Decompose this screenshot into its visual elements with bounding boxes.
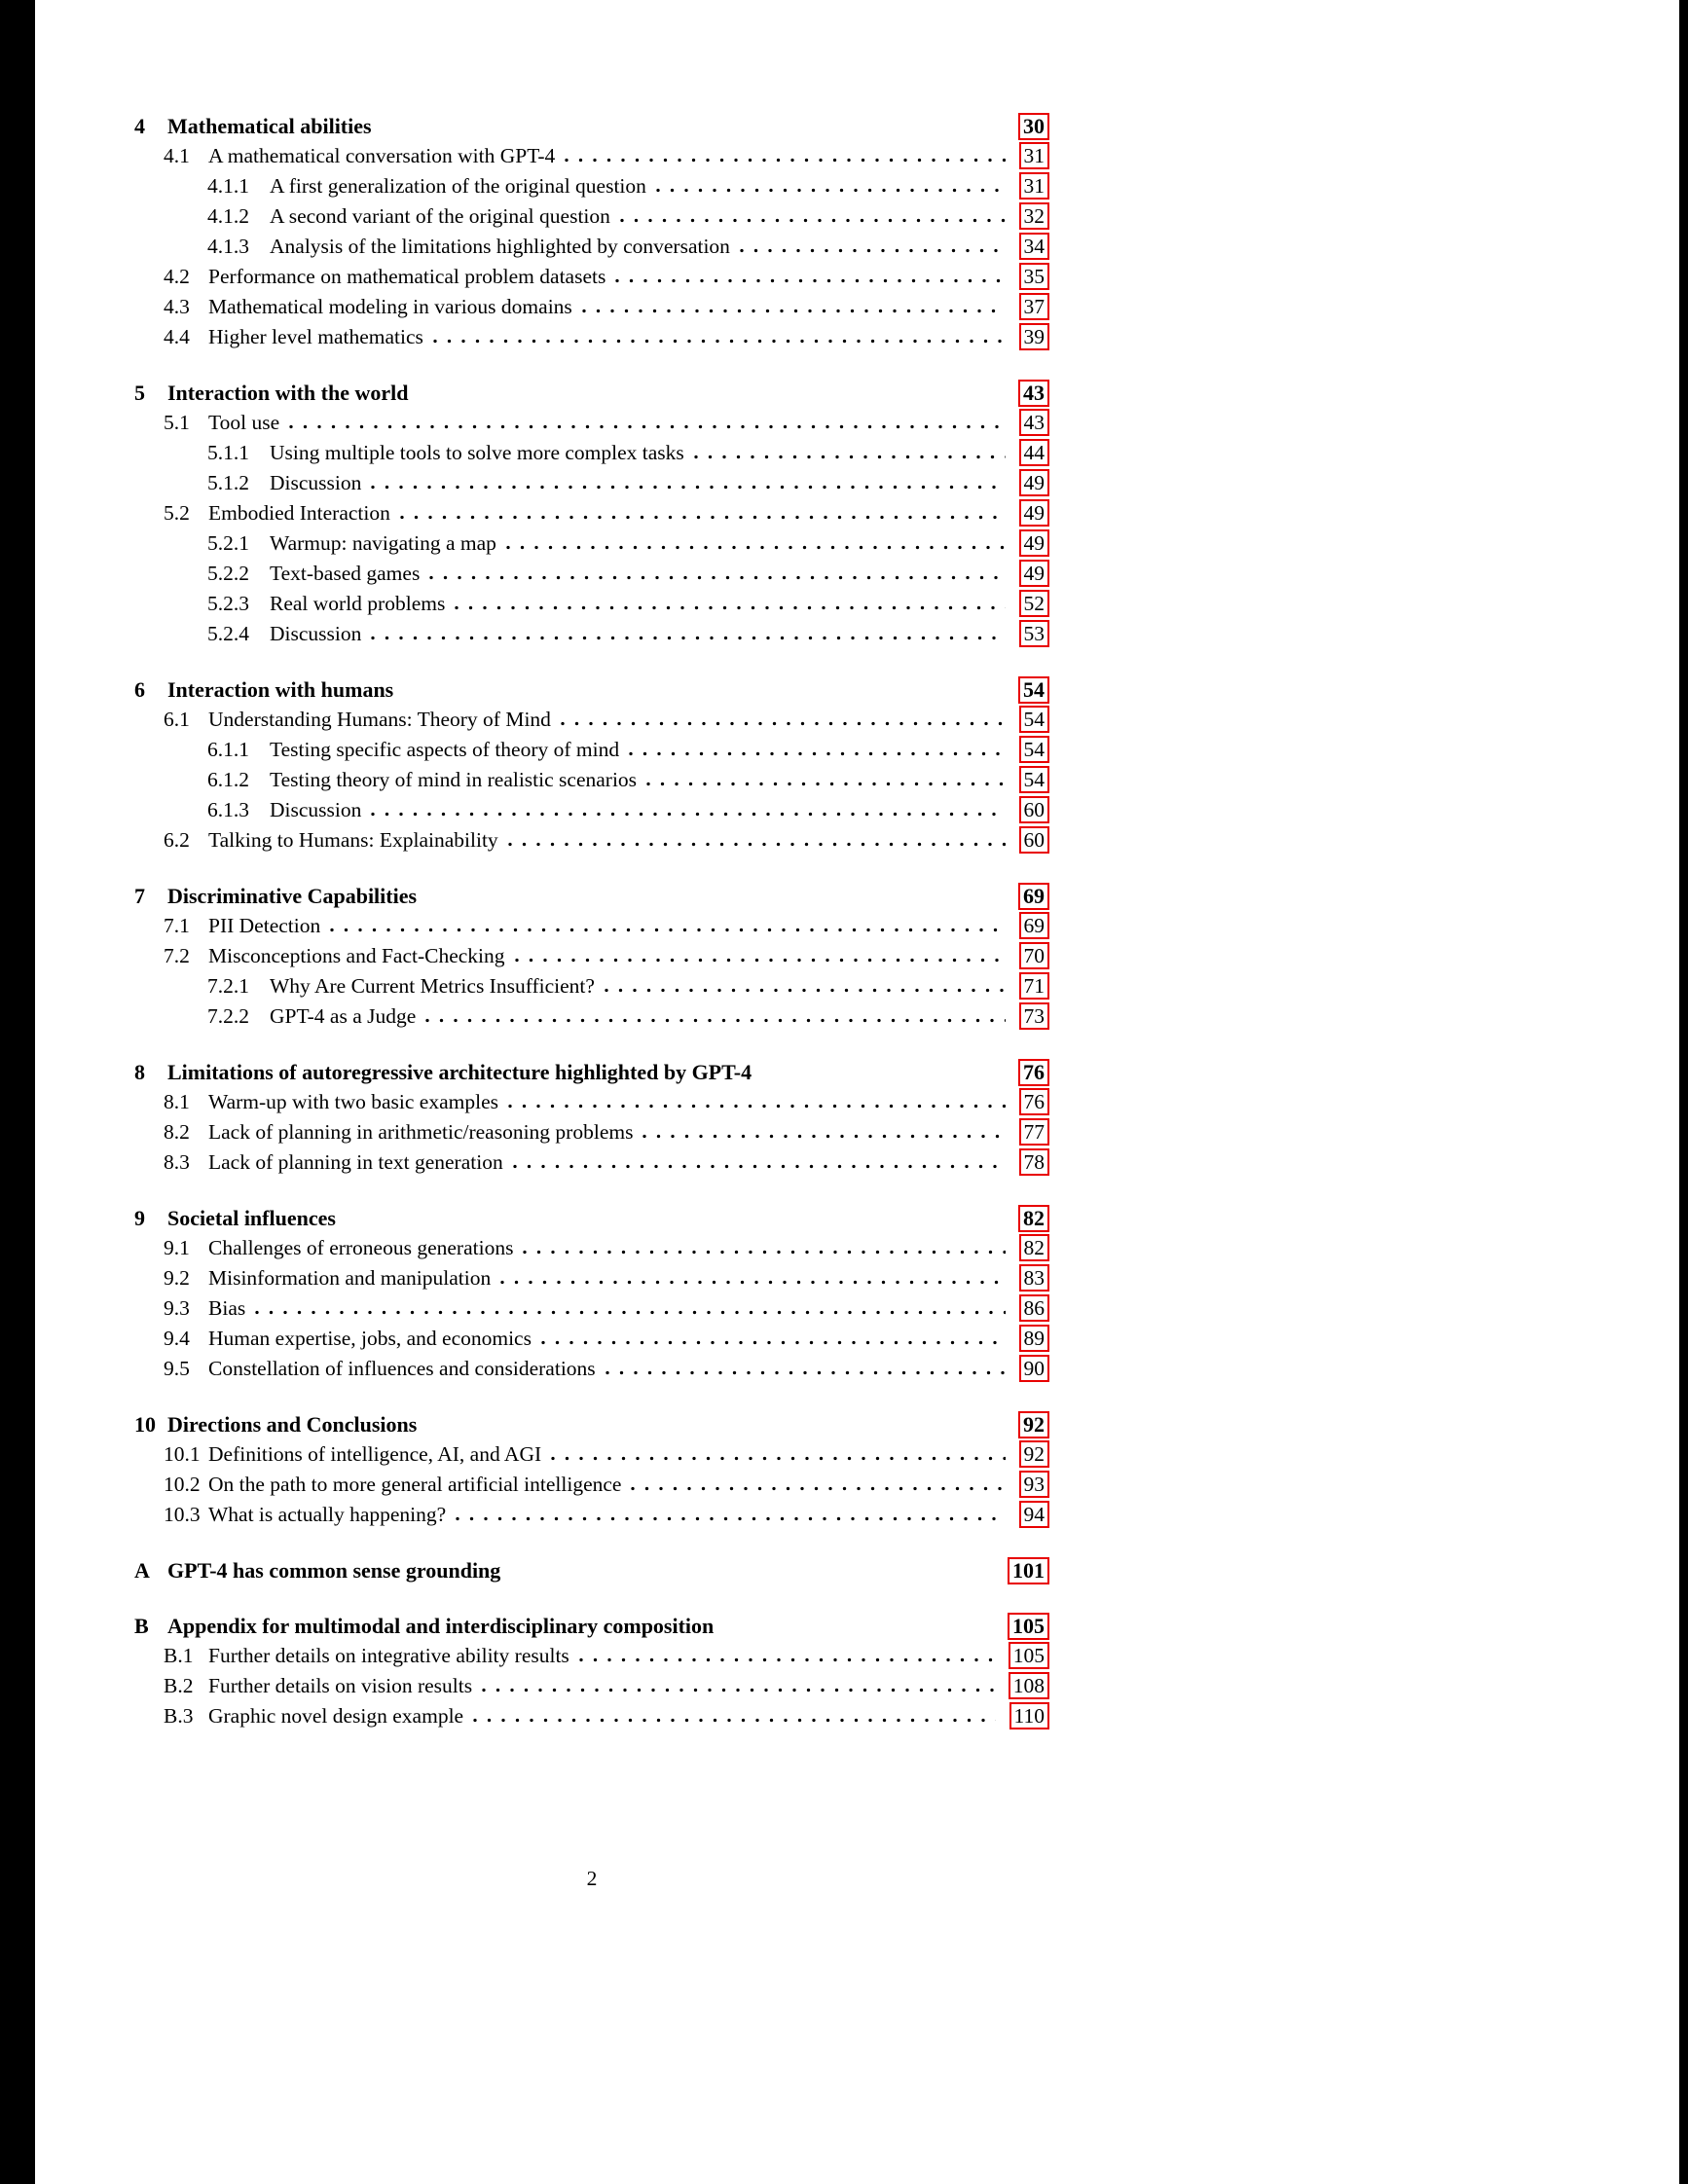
toc-entry[interactable]: [134, 528, 1049, 559]
dot-leader: [482, 1688, 995, 1693]
dot-leader: [515, 958, 1006, 963]
entry-title: Misconceptions and Fact-Checking: [208, 944, 505, 967]
toc-section: [134, 1409, 1049, 1530]
page-number-link[interactable]: 90: [1019, 1355, 1050, 1382]
page-left-border: [0, 0, 35, 2184]
page-number-link[interactable]: 30: [1018, 113, 1049, 140]
toc-entry[interactable]: [134, 619, 1049, 649]
entry-number: 9.4: [164, 1327, 190, 1350]
dot-leader: [631, 1486, 1005, 1491]
entry-number: 5.1: [164, 411, 190, 434]
page-number-link[interactable]: 32: [1019, 202, 1050, 230]
entry-title: Why Are Current Metrics Insufficient?: [270, 974, 595, 998]
entry-number: 4.3: [164, 295, 190, 318]
dot-leader: [429, 575, 1005, 580]
entry-title: Warmup: navigating a map: [270, 531, 496, 555]
entry-title: Directions and Conclusions: [167, 1412, 418, 1437]
page-number-link[interactable]: 77: [1019, 1118, 1050, 1146]
entry-number: 7.1: [164, 914, 190, 937]
entry-number: 5.2.4: [207, 622, 249, 645]
entry-title: Appendix for multimodal and interdisciplinary composition: [167, 1614, 715, 1638]
page-number-link[interactable]: 92: [1018, 1411, 1049, 1438]
page-number-link[interactable]: 71: [1019, 972, 1050, 1000]
toc-section: [134, 378, 1049, 649]
dot-leader: [605, 1370, 1006, 1375]
toc-entry[interactable]: [134, 911, 1049, 941]
toc-entry[interactable]: [134, 825, 1049, 855]
dot-leader: [582, 309, 1006, 313]
entry-title: GPT-4 has common sense grounding: [167, 1558, 501, 1583]
entry-number: 5.2: [164, 501, 190, 525]
entry-number: 8.2: [164, 1120, 190, 1144]
entry-title: Constellation of influences and considerations: [208, 1357, 596, 1380]
entry-number: 7: [134, 884, 145, 908]
page-number-link[interactable]: 110: [1009, 1702, 1049, 1729]
entry-number: 9.5: [164, 1357, 190, 1380]
entry-title: Misinformation and manipulation: [208, 1266, 492, 1290]
entry-number: 10.3: [164, 1503, 201, 1526]
page-number-link[interactable]: 49: [1019, 529, 1050, 557]
toc-entry[interactable]: [134, 735, 1049, 765]
entry-number: 10: [134, 1412, 156, 1437]
entry-number: 5.2.1: [207, 531, 249, 555]
toc-entry[interactable]: [134, 1001, 1049, 1032]
toc-entry[interactable]: [134, 1470, 1049, 1500]
toc-entry[interactable]: [134, 941, 1049, 971]
table-of-contents: [134, 111, 1049, 1757]
dot-leader: [656, 188, 1006, 193]
page-number-link[interactable]: 49: [1019, 560, 1050, 587]
entry-title: Analysis of the limitations highlighted by conversation: [270, 235, 730, 258]
page-number-link[interactable]: 82: [1019, 1234, 1050, 1261]
dot-leader: [694, 455, 1006, 459]
dot-leader: [513, 1164, 1006, 1169]
entry-title: Tool use: [208, 411, 280, 434]
entry-title: Mathematical abilities: [167, 114, 372, 138]
toc-entry[interactable]: [134, 1293, 1049, 1324]
dot-leader: [615, 278, 1005, 283]
entry-number: 4.1: [164, 144, 190, 167]
entry-title: Text-based games: [270, 562, 421, 585]
entry-number: 6: [134, 677, 145, 702]
entry-number: 7.2.2: [207, 1004, 249, 1028]
entry-title: A mathematical conversation with GPT-4: [208, 144, 556, 167]
toc-entry[interactable]: [134, 1147, 1049, 1178]
toc-entry[interactable]: [134, 498, 1049, 528]
entry-title: A second variant of the original question: [270, 204, 610, 228]
toc-entry[interactable]: [134, 1233, 1049, 1263]
dot-leader: [455, 605, 1005, 610]
entry-title: Graphic novel design example: [208, 1704, 464, 1728]
entry-number: B.3: [164, 1704, 194, 1728]
page-number-link[interactable]: 105: [1008, 1613, 1049, 1640]
page-number-link[interactable]: 35: [1019, 263, 1050, 290]
entry-title: Warm-up with two basic examples: [208, 1090, 498, 1113]
entry-number: B.2: [164, 1674, 194, 1697]
toc-entry[interactable]: [134, 171, 1049, 201]
entry-title: PII Detection: [208, 914, 321, 937]
entry-title: Testing theory of mind in realistic scenarios: [270, 768, 638, 791]
page-number-link[interactable]: 53: [1019, 620, 1050, 647]
page-number-link[interactable]: 49: [1019, 499, 1050, 527]
toc-section-heading[interactable]: [134, 378, 1049, 408]
page-number-link[interactable]: 78: [1019, 1148, 1050, 1176]
entry-number: 7.2.1: [207, 974, 249, 998]
dot-leader: [371, 812, 1005, 817]
toc-entry[interactable]: [134, 705, 1049, 735]
entry-title: Societal influences: [167, 1206, 336, 1230]
dot-leader: [473, 1718, 995, 1723]
entry-number: 9.3: [164, 1296, 190, 1320]
toc-section: [134, 111, 1049, 352]
entry-number: 6.1.2: [207, 768, 249, 791]
page-number-link[interactable]: 52: [1019, 590, 1050, 617]
page-number-link[interactable]: 93: [1019, 1471, 1050, 1498]
entry-title: Further details on vision results: [208, 1674, 473, 1697]
page-number-link[interactable]: 89: [1019, 1325, 1050, 1352]
dot-leader: [371, 636, 1005, 640]
page-footer: [134, 1867, 1049, 1891]
dot-leader: [506, 545, 1006, 550]
page-number-link[interactable]: 43: [1019, 409, 1050, 436]
entry-title: Discussion: [270, 471, 362, 494]
toc-section: [134, 1057, 1049, 1178]
dot-leader: [642, 1134, 1005, 1139]
page-number-link[interactable]: 83: [1019, 1264, 1050, 1292]
entry-title: On the path to more general artificial intelligence: [208, 1473, 622, 1496]
page-number-link[interactable]: 31: [1019, 142, 1050, 169]
toc-section-heading[interactable]: [134, 1409, 1049, 1439]
entry-number: 6.2: [164, 828, 190, 852]
dot-leader: [433, 339, 1006, 344]
entry-number: 9.2: [164, 1266, 190, 1290]
toc-entry[interactable]: [134, 1324, 1049, 1354]
dot-leader: [508, 842, 1006, 847]
toc-entry[interactable]: [134, 971, 1049, 1001]
entry-number: 5.2.2: [207, 562, 249, 585]
entry-number: 6.1: [164, 708, 190, 731]
entry-title: Bias: [208, 1296, 246, 1320]
page-number-link[interactable]: 34: [1019, 233, 1050, 260]
toc-entry[interactable]: [134, 1439, 1049, 1470]
entry-title: Lack of planning in arithmetic/reasoning problems: [208, 1120, 634, 1144]
toc-entry[interactable]: [134, 589, 1049, 619]
page-number-link[interactable]: 37: [1019, 293, 1050, 320]
entry-number: 4.1.2: [207, 204, 249, 228]
entry-number: 7.2: [164, 944, 190, 967]
dot-leader: [400, 515, 1006, 520]
dot-leader: [255, 1310, 1005, 1315]
dot-leader: [620, 218, 1006, 223]
toc-entry[interactable]: [134, 262, 1049, 292]
entry-title: A first generalization of the original question: [270, 174, 646, 198]
toc-entry[interactable]: [134, 141, 1049, 171]
toc-entry[interactable]: [134, 292, 1049, 322]
entry-title: Interaction with the world: [167, 381, 409, 405]
entry-title: Mathematical modeling in various domains: [208, 295, 572, 318]
page-number-link[interactable]: 43: [1018, 380, 1049, 407]
dot-leader: [740, 248, 1006, 253]
entry-number: 4: [134, 114, 145, 138]
toc-section-heading[interactable]: [134, 1203, 1049, 1233]
page-number-link[interactable]: 76: [1018, 1059, 1049, 1086]
dot-leader: [289, 424, 1005, 429]
toc-section-heading[interactable]: [134, 1057, 1049, 1087]
entry-number: 8.3: [164, 1150, 190, 1174]
entry-number: B.1: [164, 1644, 194, 1667]
page-number-link[interactable]: 105: [1009, 1642, 1049, 1669]
page-number-link[interactable]: 49: [1019, 469, 1050, 496]
dot-leader: [605, 988, 1006, 993]
entry-title: Challenges of erroneous generations: [208, 1236, 514, 1259]
entry-number: 6.1.3: [207, 798, 249, 821]
entry-number: 5.1.1: [207, 441, 249, 464]
entry-number: 4.2: [164, 265, 190, 288]
toc-section: [134, 1555, 1049, 1585]
dot-leader: [565, 158, 1005, 163]
entry-title: Higher level mathematics: [208, 325, 423, 348]
entry-title: Talking to Humans: Explainability: [208, 828, 498, 852]
toc-entry[interactable]: [134, 438, 1049, 468]
toc-entry[interactable]: [134, 1500, 1049, 1530]
toc-entry[interactable]: [134, 559, 1049, 589]
dot-leader: [579, 1657, 995, 1662]
dot-leader: [551, 1456, 1005, 1461]
toc-entry[interactable]: [134, 1671, 1049, 1701]
entry-title: Discussion: [270, 798, 362, 821]
page-number-link[interactable]: 54: [1019, 706, 1050, 733]
entry-number: B: [134, 1614, 149, 1638]
toc-section-heading[interactable]: [134, 111, 1049, 141]
dot-leader: [371, 485, 1005, 490]
toc-entry[interactable]: [134, 468, 1049, 498]
page-number-link[interactable]: 82: [1018, 1205, 1049, 1232]
entry-number: 5.2.3: [207, 592, 249, 615]
entry-number: 6.1.1: [207, 738, 249, 761]
entry-title: GPT-4 as a Judge: [270, 1004, 417, 1028]
page-number-link[interactable]: 60: [1019, 826, 1050, 854]
entry-title: Limitations of autoregressive architecture highlighted by GPT-4: [167, 1060, 752, 1084]
entry-number: 9.1: [164, 1236, 190, 1259]
toc-entry[interactable]: [134, 408, 1049, 438]
page-number-link[interactable]: 70: [1019, 942, 1050, 969]
dot-leader: [629, 751, 1005, 756]
toc-entry[interactable]: [134, 232, 1049, 262]
entry-number: 10.2: [164, 1473, 201, 1496]
toc-section: [134, 881, 1049, 1032]
entry-title: Testing specific aspects of theory of mind: [270, 738, 620, 761]
toc-section: [134, 1203, 1049, 1384]
entry-title: What is actually happening?: [208, 1503, 447, 1526]
page-right-border: [1679, 0, 1688, 2184]
entry-number: 4.1.3: [207, 235, 249, 258]
entry-title: Discussion: [270, 622, 362, 645]
entry-title: Real world problems: [270, 592, 446, 615]
entry-title: Lack of planning in text generation: [208, 1150, 503, 1174]
toc-entry[interactable]: [134, 765, 1049, 795]
dot-leader: [646, 782, 1005, 786]
toc-entry[interactable]: [134, 201, 1049, 232]
page-number-link[interactable]: 39: [1019, 323, 1050, 350]
page-number-link[interactable]: 92: [1019, 1440, 1050, 1468]
page-number-link[interactable]: 86: [1019, 1294, 1050, 1322]
page-number-link[interactable]: 60: [1019, 796, 1050, 823]
toc-entry[interactable]: [134, 322, 1049, 352]
entry-number: 4.1.1: [207, 174, 249, 198]
entry-number: 4.4: [164, 325, 190, 348]
toc-entry[interactable]: [134, 1354, 1049, 1384]
page-number: 2: [586, 1867, 598, 1890]
entry-number: 5.1.2: [207, 471, 249, 494]
toc-entry[interactable]: [134, 1641, 1049, 1671]
entry-title: Understanding Humans: Theory of Mind: [208, 708, 551, 731]
dot-leader: [541, 1340, 1006, 1345]
entry-title: Discriminative Capabilities: [167, 884, 418, 908]
entry-number: 8: [134, 1060, 145, 1084]
entry-number: 8.1: [164, 1090, 190, 1113]
dot-leader: [330, 928, 1005, 932]
toc-section-heading[interactable]: [134, 881, 1049, 911]
page-number-link[interactable]: 54: [1019, 766, 1050, 793]
toc-section-heading[interactable]: [134, 674, 1049, 705]
toc-section: [134, 1611, 1049, 1731]
page-number-link[interactable]: 101: [1008, 1557, 1049, 1584]
dot-leader: [561, 721, 1006, 726]
toc-entry[interactable]: [134, 1087, 1049, 1117]
toc-section-heading[interactable]: [134, 1611, 1049, 1641]
toc-entry[interactable]: [134, 795, 1049, 825]
entry-number: 5: [134, 381, 145, 405]
entry-title: Interaction with humans: [167, 677, 394, 702]
page-number-link[interactable]: 54: [1019, 736, 1050, 763]
entry-title: Further details on integrative ability results: [208, 1644, 569, 1667]
entry-title: Using multiple tools to solve more complex tasks: [270, 441, 684, 464]
page-number-link[interactable]: 31: [1019, 172, 1050, 200]
toc-section-heading[interactable]: [134, 1555, 1049, 1585]
page-number-link[interactable]: 73: [1019, 1002, 1050, 1030]
toc-entry[interactable]: [134, 1701, 1049, 1731]
dot-leader: [500, 1280, 1005, 1285]
entry-title: Definitions of intelligence, AI, and AGI: [208, 1442, 542, 1466]
entry-number: A: [134, 1558, 150, 1583]
dot-leader: [456, 1516, 1005, 1521]
toc-entry[interactable]: [134, 1263, 1049, 1293]
page-number-link[interactable]: 108: [1009, 1672, 1049, 1699]
dot-leader: [425, 1018, 1005, 1023]
entry-number: 9: [134, 1206, 145, 1230]
entry-title: Human expertise, jobs, and economics: [208, 1327, 532, 1350]
page-number-link[interactable]: 69: [1018, 883, 1049, 910]
entry-title: Performance on mathematical problem datasets: [208, 265, 606, 288]
toc-section: [134, 674, 1049, 855]
page-number-link[interactable]: 76: [1019, 1088, 1050, 1115]
dot-leader: [523, 1250, 1005, 1255]
page-number-link[interactable]: 54: [1018, 676, 1049, 704]
page-number-link[interactable]: 44: [1019, 439, 1050, 466]
toc-entry[interactable]: [134, 1117, 1049, 1147]
entry-number: 10.1: [164, 1442, 201, 1466]
entry-title: Embodied Interaction: [208, 501, 390, 525]
dot-leader: [508, 1104, 1006, 1109]
page-number-link[interactable]: 69: [1019, 912, 1050, 939]
page-number-link[interactable]: 94: [1019, 1501, 1050, 1528]
